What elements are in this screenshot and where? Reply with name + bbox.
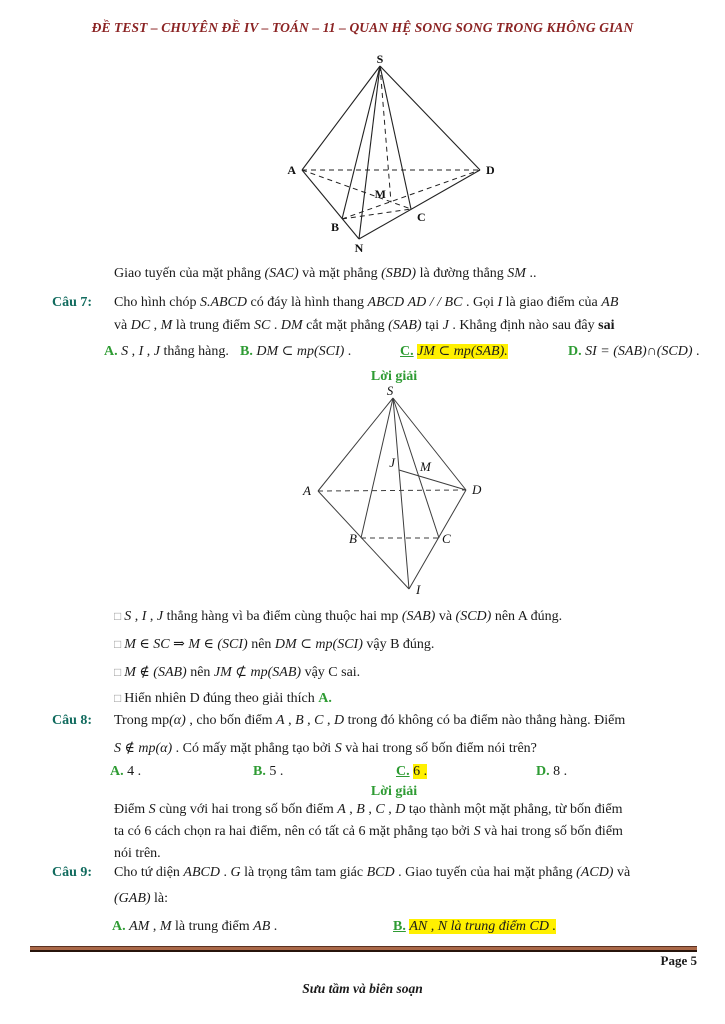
fig2-label-d: D <box>472 482 482 497</box>
question-7-line-1: Cho hình chóp S.ABCD có đáy là hình thang ABCD AD / / BC . Gọi I là giao điểm của AB <box>114 295 619 310</box>
question-7-option-c: C.​ JM ⊂ mp(SAB). <box>400 344 508 359</box>
question-9-option-a: A. AM , M là trung điểm AB . <box>112 919 278 934</box>
question-8-option-d: D. 8 . <box>536 764 568 779</box>
fig1-label-m: M <box>374 187 386 201</box>
solution-bullet-4: □ Hiển nhiên D đúng theo giải thích A. <box>114 691 332 706</box>
question-7-option-d: D. SI = (SAB)∩(SCD) . <box>568 344 700 359</box>
fig2-label-j: J <box>389 455 395 470</box>
question-9-line-2: (GAB) là: <box>114 891 169 906</box>
fig2-label-m: M <box>420 459 431 474</box>
question-8-option-b: B. 5 . <box>253 764 284 779</box>
fig2-label-s: S <box>386 383 394 398</box>
question-8-option-a: A. 4 . <box>110 764 142 779</box>
solution-bullet-3: □ M ∉ (SAB) nên JM ⊄ mp(SAB) vậy C sai. <box>114 665 361 680</box>
footer-divider <box>30 946 697 952</box>
question-8-label: Câu 8: <box>52 713 93 728</box>
fig1-label-n: N <box>354 241 364 255</box>
fig1-label-s: S <box>376 52 384 66</box>
footer-note: Sưu tầm và biên soạn <box>302 981 423 996</box>
solution-q8-line-3: nói trên. <box>114 846 161 861</box>
question-9-label: Câu 9: <box>52 865 93 880</box>
page-title: ĐỀ TEST – CHUYÊN ĐỀ IV – TOÁN – 11 – QUAN HỆ SONG SONG TRONG KHÔNG GIAN <box>91 20 634 35</box>
figure-pyramid-sabcd-with-n <box>285 53 510 255</box>
fig1-label-c: C <box>417 210 426 224</box>
question-8-line-1: Trong mp(α) , cho bốn điểm A , B , C , D trong đó không có ba điểm nào thẳng hàng. Điểm <box>114 713 626 728</box>
fig2-label-i: I <box>416 582 421 597</box>
fig1-label-a: A <box>287 163 296 177</box>
solution-bullet-1: □ S , I , J thẳng hàng vì ba điểm cùng thuộc hai mp (SAB) và (SCD) nên A đúng. <box>114 609 563 624</box>
question-7-line-2: và DC , M là trung điểm SC . DM cắt mặt phẳng (SAB) tại J . Khẳng định nào sau đây sai <box>114 318 615 333</box>
solution-q8-line-1: Điểm S cùng với hai trong số bốn điểm A , B , C , D tạo thành một mặt phẳng, từ bốn điểm <box>114 802 623 817</box>
solution-heading-q8: Lời giải <box>370 784 418 799</box>
figure-solution-pyramid-with-i-j-m <box>290 385 490 597</box>
question-8-option-c: C.​ 6 . <box>396 764 428 779</box>
fig2-label-a: A <box>303 483 311 498</box>
intro-line: Giao tuyến của mặt phẳng (SAC) và mặt phẳng (SBD) là đường thẳng SM .. <box>114 266 537 281</box>
question-9-option-b: B.​ AN , N là trung điểm CD . <box>393 919 556 934</box>
question-7-option-a: A. S , I , J thẳng hàng. <box>104 344 229 359</box>
solution-heading-q7: Lời giải <box>370 369 418 384</box>
page-number: Page 5 <box>660 953 697 968</box>
question-9-line-1: Cho tứ diện ABCD . G là trọng tâm tam giác BCD . Giao tuyến của hai mặt phẳng (ACD) và <box>114 865 631 880</box>
solution-q8-line-2: ta có 6 cách chọn ra hai điểm, nên có tất cả 6 mặt phẳng tạo bởi S và hai trong số bốn điểm <box>114 824 623 839</box>
fig2-label-c: C <box>442 531 451 546</box>
fig2-label-b: B <box>349 531 357 546</box>
solution-bullet-2: □ M ∈ SC ⇒ M ∈ (SCI) nên DM ⊂ mp(SCI) vậy B đúng. <box>114 637 435 652</box>
question-7-option-b: B. DM ⊂ mp(SCI) . <box>240 344 352 359</box>
fig1-label-d: D <box>486 163 495 177</box>
question-8-line-2: S ∉ mp(α) . Có mấy mặt phẳng tạo bởi S và hai trong số bốn điểm nói trên? <box>114 741 537 756</box>
question-7-label: Câu 7: <box>52 295 93 310</box>
fig1-label-b: B <box>330 220 340 234</box>
